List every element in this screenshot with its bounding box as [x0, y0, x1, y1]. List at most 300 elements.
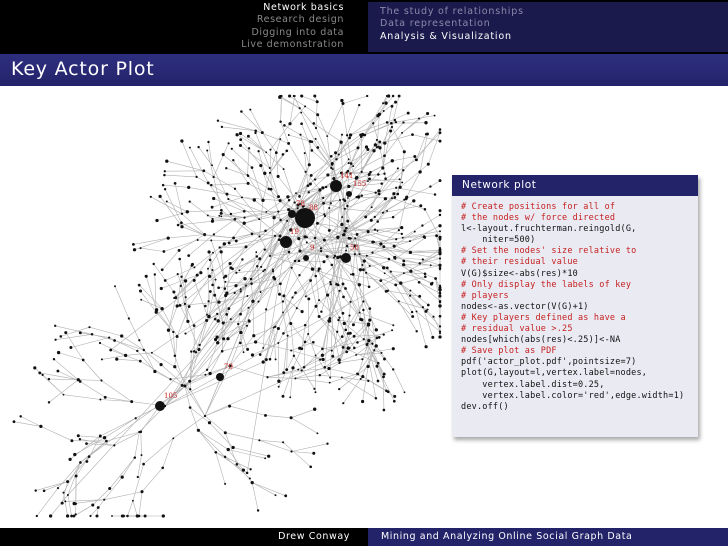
network-node: [279, 199, 282, 202]
network-edge: [173, 416, 205, 438]
network-node: [259, 353, 262, 356]
network-node: [376, 220, 379, 223]
network-node: [217, 319, 220, 322]
network-node: [153, 370, 156, 373]
network-edge: [218, 121, 256, 131]
network-edge: [343, 96, 367, 104]
network-node: [173, 365, 176, 368]
network-node: [220, 212, 223, 215]
network-node: [311, 141, 314, 144]
network-node: [243, 210, 246, 213]
network-node: [246, 348, 249, 351]
network-edge: [349, 147, 379, 164]
network-node: [279, 235, 282, 238]
network-node: [344, 199, 347, 202]
network-node: [91, 333, 94, 336]
network-node: [386, 210, 388, 212]
network-node: [154, 273, 156, 275]
network-node: [176, 335, 179, 338]
network-node: [91, 503, 94, 506]
network-node: [378, 146, 380, 148]
network-edge: [237, 135, 266, 153]
network-node: [141, 454, 143, 456]
network-node: [382, 245, 385, 248]
network-edge: [368, 232, 396, 240]
network-node: [197, 239, 199, 241]
network-node: [217, 301, 220, 304]
network-node: [217, 120, 219, 122]
network-edge: [133, 238, 168, 244]
network-edge: [114, 432, 141, 446]
network-node: [369, 265, 371, 267]
network-node: [79, 461, 82, 464]
nav-section-3[interactable]: Live demonstration: [241, 39, 344, 51]
network-node: [289, 322, 292, 325]
network-edge: [236, 270, 264, 273]
network-node: [429, 185, 431, 187]
network-node: [136, 514, 139, 517]
nav-section-2[interactable]: Digging into data: [251, 26, 344, 38]
network-node: [387, 94, 390, 97]
network-node: [368, 177, 371, 180]
network-edge: [198, 430, 215, 452]
network-node: [122, 515, 125, 518]
network-node: [241, 258, 243, 260]
navigation-header: [0, 0, 728, 54]
network-node: [432, 316, 434, 318]
network-node: [290, 416, 293, 419]
network-node: [316, 432, 318, 434]
network-node: [257, 509, 259, 511]
network-node: [356, 341, 359, 344]
network-node: [246, 325, 248, 327]
network-node: [382, 102, 384, 104]
network-node: [239, 342, 242, 345]
network-edge: [98, 477, 122, 507]
network-edge: [93, 489, 110, 506]
network-node: [349, 332, 352, 335]
network-node: [206, 314, 208, 316]
network-node: [136, 350, 138, 352]
network-node: [383, 358, 386, 361]
network-node: [397, 167, 399, 169]
network-node: [368, 307, 371, 310]
network-node: [114, 285, 116, 287]
network-node: [120, 334, 123, 337]
network-node: [330, 155, 333, 158]
network-node: [439, 257, 441, 259]
code-line: # Set the nodes' size relative to: [461, 246, 637, 257]
network-node: [165, 160, 168, 163]
network-node: [193, 266, 195, 268]
network-node: [132, 243, 135, 246]
network-node: [67, 494, 69, 496]
network-node: [314, 305, 317, 308]
network-node: [402, 260, 405, 263]
network-node: [225, 193, 228, 196]
network-node: [421, 224, 423, 226]
network-edge: [222, 127, 256, 131]
network-node: [375, 344, 378, 347]
network-node: [364, 215, 367, 218]
network-node: [139, 360, 142, 363]
network-edge: [68, 495, 72, 516]
network-node: [409, 270, 412, 273]
network-edge: [198, 430, 228, 449]
network-node: [105, 440, 108, 443]
network-node: [418, 295, 421, 298]
network-node: [329, 382, 331, 384]
network-node: [73, 453, 76, 456]
network-node: [324, 366, 327, 369]
network-node: [290, 349, 292, 351]
network-node: [402, 121, 404, 123]
network-node: [135, 417, 137, 419]
network-node: [258, 439, 260, 441]
network-node: [208, 275, 211, 278]
network-node: [383, 141, 386, 144]
network-node: [340, 141, 342, 143]
network-edge: [289, 143, 306, 171]
network-node: [344, 208, 346, 210]
network-node: [262, 360, 265, 363]
network-node: [140, 490, 143, 493]
network-node: [199, 344, 201, 346]
nav-subsection-0[interactable]: The study of relationships: [380, 6, 524, 17]
network-node: [209, 259, 212, 262]
network-node: [425, 310, 428, 313]
network-node: [304, 324, 307, 327]
network-node: [360, 194, 363, 197]
network-node: [434, 193, 437, 196]
network-node: [399, 178, 401, 180]
network-edge: [302, 124, 312, 151]
network-node: [214, 451, 217, 454]
network-node: [309, 279, 312, 282]
network-node: [261, 131, 264, 134]
network-node: [176, 304, 179, 307]
network-node: [380, 182, 383, 185]
nav-subsection-1[interactable]: Data representation: [380, 18, 491, 30]
network-edge: [115, 286, 129, 318]
network-node: [427, 163, 430, 166]
network-node: [435, 234, 438, 237]
network-node: [285, 149, 288, 152]
network-node: [140, 299, 142, 301]
network-node: [138, 339, 140, 341]
network-edge: [290, 96, 318, 115]
network-node: [282, 294, 285, 297]
network-node: [341, 335, 344, 338]
network-node: [174, 182, 177, 185]
network-edge: [364, 103, 384, 135]
network-node: [343, 229, 346, 232]
network-node: [291, 296, 293, 298]
network-node: [329, 377, 331, 379]
network-node: [382, 266, 385, 269]
nav-subsection-2[interactable]: Analysis & Visualization: [380, 30, 512, 42]
network-node: [188, 380, 191, 383]
network-edge: [259, 440, 291, 451]
network-node: [207, 300, 209, 302]
network-node: [439, 252, 441, 254]
key-actor-label: 50: [350, 244, 359, 252]
network-node: [353, 335, 356, 338]
network-node: [184, 303, 186, 305]
network-node: [207, 181, 210, 184]
network-node: [375, 328, 378, 331]
key-actor-node: [303, 255, 309, 261]
network-edge: [363, 367, 369, 402]
network-node: [341, 216, 343, 218]
network-node: [278, 96, 281, 99]
network-node: [100, 379, 102, 381]
network-node: [70, 515, 73, 518]
network-node: [347, 185, 350, 188]
network-node: [326, 443, 328, 445]
network-node: [202, 169, 205, 172]
network-edge: [78, 380, 101, 381]
network-node: [259, 164, 262, 167]
network-node: [338, 290, 340, 292]
network-node: [184, 279, 187, 282]
network-node: [216, 341, 219, 344]
network-node: [183, 384, 186, 387]
network-node: [300, 122, 303, 125]
network-node: [296, 307, 298, 309]
network-node: [328, 207, 330, 209]
network-node: [234, 188, 236, 190]
network-node: [275, 358, 277, 360]
network-node: [66, 480, 69, 483]
network-node: [49, 514, 52, 517]
network-node: [224, 483, 226, 485]
network-node: [308, 191, 310, 193]
network-edge: [208, 269, 209, 302]
network-node: [247, 135, 250, 138]
network-node: [19, 415, 21, 417]
network-node: [161, 268, 164, 271]
network-node: [341, 134, 343, 136]
network-node: [223, 277, 225, 279]
network-node: [73, 502, 76, 505]
network-node: [401, 132, 403, 134]
network-node: [326, 135, 328, 137]
network-node: [109, 349, 112, 352]
network-edge: [109, 338, 137, 351]
network-node: [235, 133, 238, 136]
network-edge: [256, 342, 292, 351]
key-actor-label: 78: [296, 200, 305, 208]
code-line: # Save plot as PDF: [461, 346, 557, 357]
network-node: [434, 115, 436, 117]
network-node: [235, 272, 237, 274]
network-node: [204, 374, 206, 376]
network-node: [321, 186, 324, 189]
network-node: [306, 241, 308, 243]
network-edge: [310, 156, 331, 184]
network-node: [312, 341, 315, 344]
network-node: [57, 351, 60, 354]
network-node: [79, 331, 82, 334]
code-line: pdf('actor_plot.pdf',pointsize=7): [461, 357, 637, 368]
network-edge: [126, 353, 152, 356]
network-node: [439, 179, 442, 182]
network-node: [394, 119, 396, 121]
network-node: [217, 286, 220, 289]
nav-section-0[interactable]: Network basics: [263, 2, 344, 13]
network-edge: [422, 215, 440, 226]
network-node: [230, 318, 232, 320]
network-node: [353, 347, 356, 350]
network-node: [277, 380, 280, 383]
network-node: [439, 295, 442, 298]
network-node: [279, 120, 281, 122]
network-edge: [364, 261, 369, 287]
network-node: [439, 140, 442, 143]
network-edge: [133, 464, 144, 501]
network-edge: [190, 202, 213, 219]
network-edge: [252, 483, 275, 496]
network-node: [142, 463, 145, 466]
network-node: [340, 223, 343, 226]
network-node: [370, 219, 373, 222]
network-node: [222, 337, 225, 340]
code-line: # their residual value: [461, 257, 578, 268]
network-node: [314, 237, 317, 240]
network-edge: [250, 110, 262, 133]
network-node: [294, 260, 297, 263]
network-node: [391, 159, 394, 162]
network-node: [181, 384, 184, 387]
network-node: [383, 333, 385, 335]
key-actor-node: [280, 236, 292, 248]
network-node: [208, 250, 211, 253]
network-node: [338, 316, 340, 318]
network-node: [304, 171, 306, 173]
network-node: [378, 141, 381, 144]
frame-title-bar: [0, 54, 728, 86]
network-plot-block: [452, 175, 698, 437]
network-node: [439, 236, 441, 238]
network-edge: [74, 505, 93, 516]
nav-section-1[interactable]: Research design: [256, 14, 344, 26]
network-node: [322, 260, 325, 263]
network-node: [383, 110, 385, 112]
network-node: [439, 330, 441, 332]
network-node: [272, 270, 274, 272]
network-edge: [237, 464, 252, 482]
network-node: [228, 307, 231, 310]
network-edge: [327, 104, 343, 137]
network-node: [178, 249, 181, 252]
network-node: [301, 310, 304, 313]
network-node: [337, 319, 339, 321]
network-node: [158, 195, 161, 198]
footer-title: Mining and Analyzing Online Social Graph Data: [381, 531, 633, 542]
network-node: [254, 340, 257, 343]
network-edge: [259, 151, 265, 173]
network-node: [205, 319, 208, 322]
network-node: [79, 438, 81, 440]
network-node: [300, 112, 302, 114]
footer-title-panel: [368, 528, 728, 546]
network-edge: [55, 326, 92, 335]
network-edge: [417, 311, 427, 346]
network-node: [211, 284, 214, 287]
network-node: [341, 102, 344, 105]
network-node: [66, 514, 69, 517]
network-edge: [167, 161, 204, 171]
network-node: [294, 291, 297, 294]
network-edge: [318, 115, 328, 136]
network-node: [422, 258, 424, 260]
network-edge: [207, 343, 218, 370]
network-node: [392, 192, 395, 195]
network-node: [279, 282, 282, 285]
network-node: [174, 355, 177, 358]
network-node: [348, 347, 350, 349]
network-node: [282, 332, 285, 335]
network-node: [320, 247, 322, 249]
network-node: [316, 100, 319, 103]
network-node: [104, 396, 107, 399]
network-node: [243, 351, 245, 353]
network-node: [300, 369, 302, 371]
network-node: [392, 324, 394, 326]
network-node: [367, 180, 369, 182]
network-node: [285, 368, 288, 371]
network-edge: [181, 223, 204, 235]
network-edge: [214, 143, 229, 177]
network-node: [126, 515, 129, 518]
network-edge: [80, 382, 105, 398]
network-node: [124, 354, 127, 357]
network-node: [391, 197, 393, 199]
code-line: # residual value >.25: [461, 324, 573, 335]
network-edge: [105, 418, 136, 438]
network-node: [356, 233, 359, 236]
network-node: [393, 196, 396, 199]
network-node: [253, 198, 256, 201]
network-node: [277, 195, 280, 198]
network-edge: [385, 133, 403, 156]
network-edge: [262, 133, 276, 153]
network-node: [360, 135, 363, 138]
network-node: [221, 350, 224, 353]
network-node: [269, 358, 272, 361]
network-node: [181, 213, 183, 215]
network-node: [362, 300, 364, 302]
network-edge: [291, 418, 317, 434]
network-edge: [51, 495, 68, 516]
network-node: [345, 351, 348, 354]
network-node: [277, 211, 279, 213]
network-edge: [252, 483, 258, 511]
network-node: [342, 282, 345, 285]
network-node: [64, 331, 67, 334]
network-node: [393, 245, 396, 248]
network-node: [86, 460, 89, 463]
footer-author: Drew Conway: [278, 531, 350, 542]
network-node: [439, 247, 441, 249]
network-node: [419, 204, 422, 207]
network-node: [272, 276, 275, 279]
network-node: [189, 388, 191, 390]
network-edge: [256, 131, 289, 144]
network-node: [240, 290, 242, 292]
network-edge: [36, 482, 68, 491]
